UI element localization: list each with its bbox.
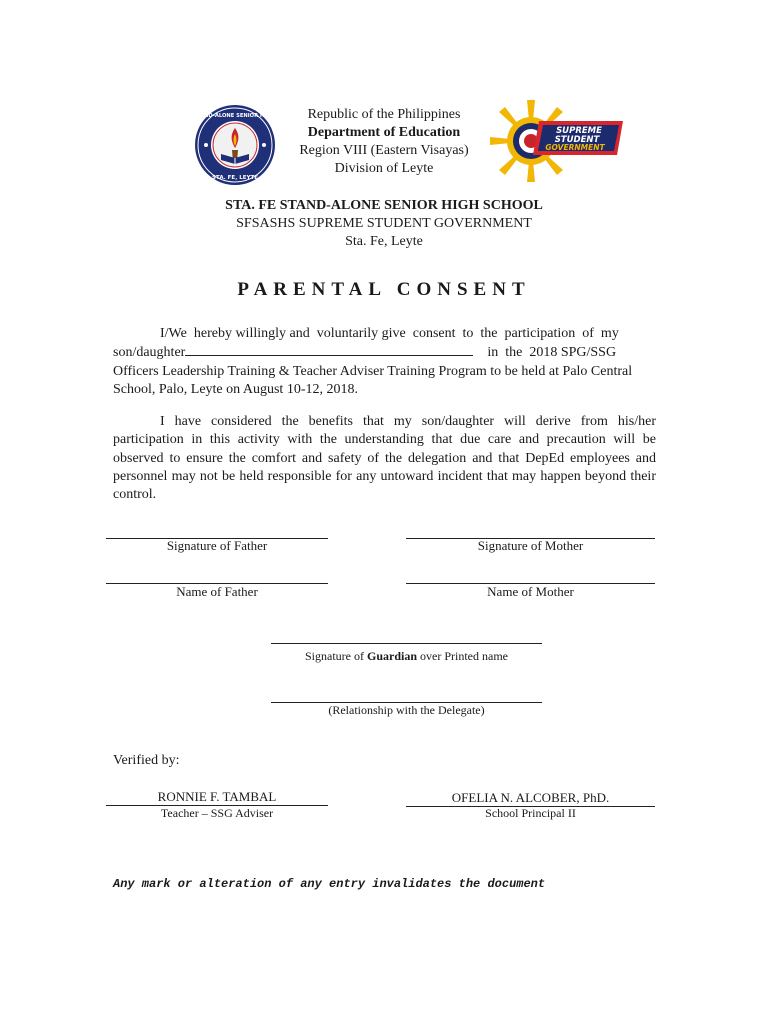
ssg-logo-line3: GOVERNMENT (545, 143, 605, 152)
seal-arc-text-bottom: STA. FE, LEYTE (212, 175, 258, 181)
school-org: SFSASHS SUPREME STUDENT GOVERNMENT (236, 216, 532, 231)
document-title: PARENTAL CONSENT (237, 279, 531, 300)
alteration-notice: Any mark or alteration of any entry invalidates the document (113, 877, 546, 891)
school-location: Sta. Fe, Leyte (345, 234, 423, 249)
relationship-label: (Relationship with the Delegate) (328, 703, 485, 717)
consent-line3: Officers Leadership Training & Teacher Adviser Training Program to be held at Palo Central School, Palo, Leyte on August 10-12, 2018. (113, 363, 633, 397)
header-region: Region VIII (Eastern Visayas) (299, 143, 469, 158)
seal-arc-text-top: STA. FE STAND-ALONE SENIOR HIGH SCHOOL (169, 113, 301, 119)
consent-paragraph (113, 325, 656, 399)
ssg-logo-line2: STUDENT (554, 135, 600, 145)
father-name-label: Name of Father (176, 584, 258, 599)
consent-line1: I/We hereby willingly and voluntarily give consent to the participation of my (160, 326, 619, 341)
principal-role: School Principal II (485, 806, 576, 820)
guardian-signature-label (271, 649, 542, 664)
child-name-blank[interactable] (185, 343, 473, 356)
acknowledgement-paragraph: I have considered the benefits that my son/daughter will derive from his/her participation in this activity with the understanding that due care and precaution will be observed to ensure the comfort and safety of the delegation and that DepEd employees and personnel may not be held responsible for any untoward incident that may happen beyond their control. (113, 414, 656, 503)
header-department: Department of Education (307, 125, 461, 140)
mother-name-label: Name of Mother (487, 584, 574, 599)
header-republic: Republic of the Philippines (307, 107, 461, 122)
header-division: Division of Leyte (334, 161, 434, 176)
adviser-name: RONNIE F. TAMBAL (106, 789, 328, 806)
guardian-label-suffix: over Printed name (417, 649, 508, 663)
adviser-role: Teacher – SSG Adviser (160, 806, 274, 820)
consent-line2-tail: in the 2018 SPG/SSG (487, 345, 617, 361)
guardian-label-prefix: Signature of (305, 649, 367, 663)
verified-by-label: Verified by: (113, 753, 180, 768)
ssg-logo-line1: SUPREME (556, 126, 602, 136)
mother-signature-label: Signature of Mother (477, 538, 584, 553)
consent-son-daughter-label: son/daughter (113, 345, 186, 361)
guardian-signature-line[interactable] (271, 643, 542, 644)
school-name: STA. FE STAND-ALONE SENIOR HIGH SCHOOL (225, 198, 543, 213)
father-signature-label: Signature of Father (166, 538, 268, 553)
guardian-label-bold: Guardian (367, 649, 418, 663)
principal-name: OFELIA N. ALCOBER, PhD. (406, 790, 655, 807)
